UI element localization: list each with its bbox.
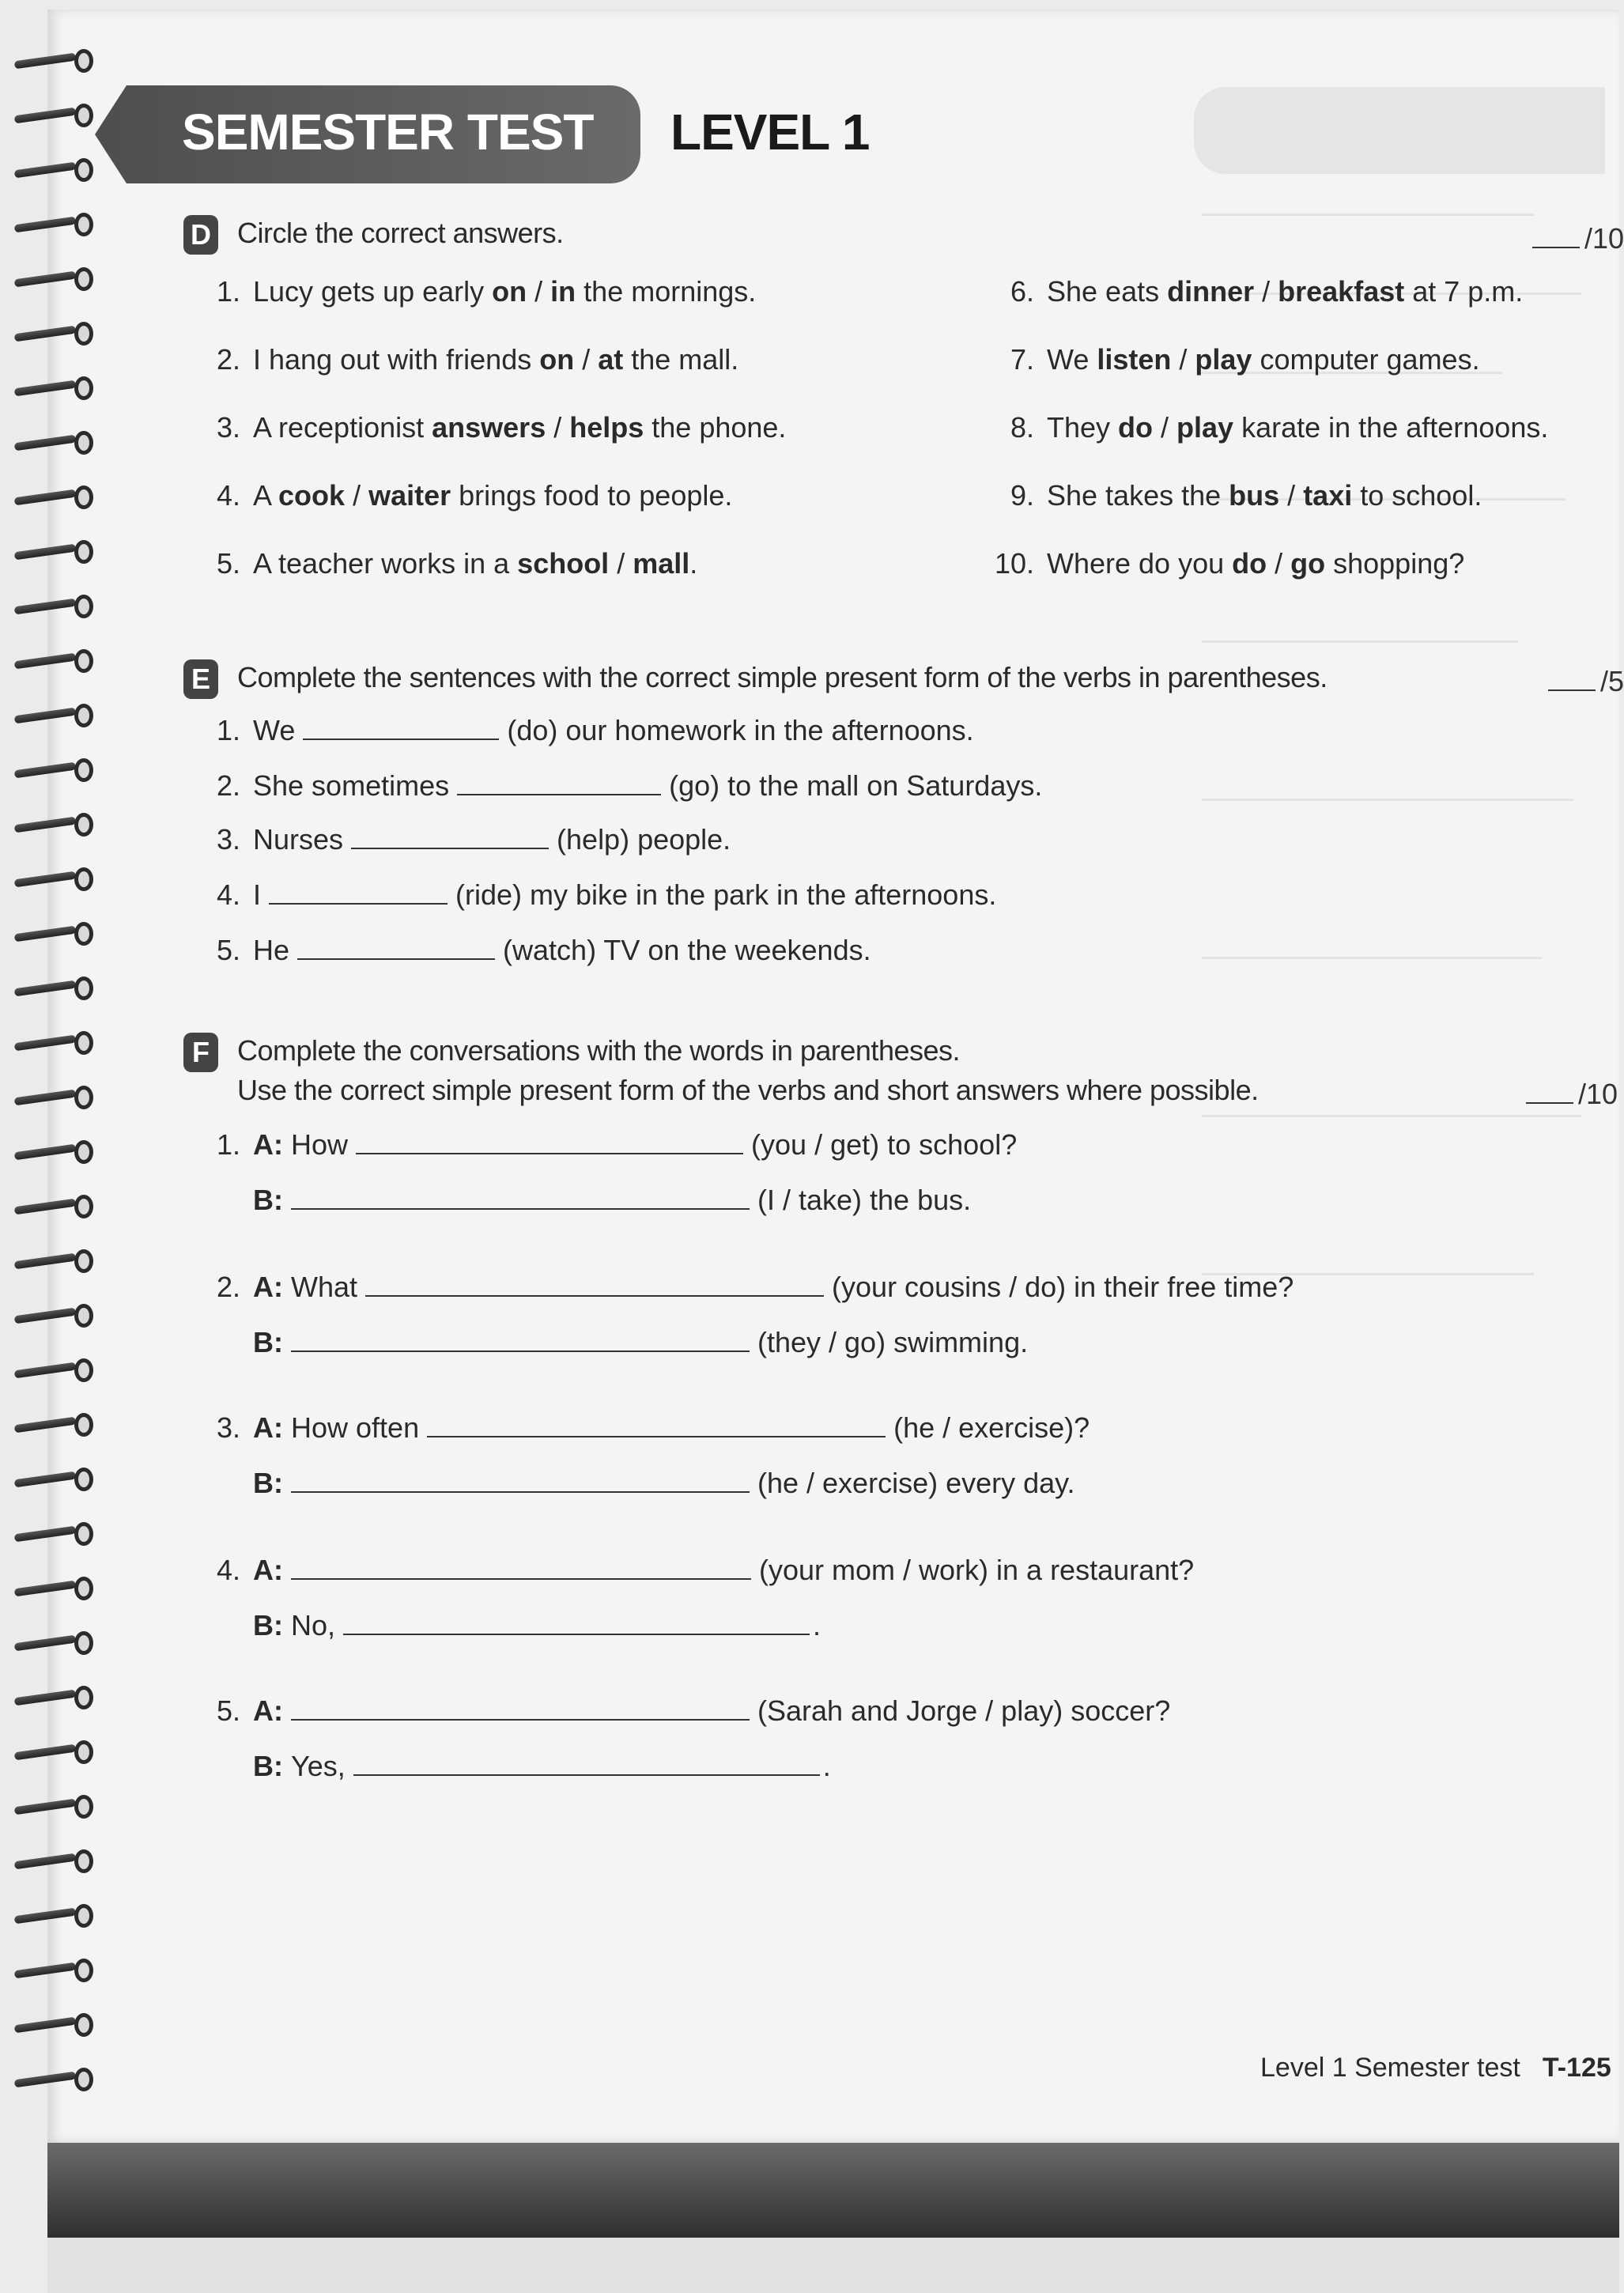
- conversation-line-a: [198, 1409, 1090, 1445]
- circle-answer-item: [991, 479, 1482, 512]
- item-number: 3.: [216, 1411, 240, 1444]
- option-a[interactable]: cook: [278, 479, 346, 512]
- item-text: to school.: [1352, 479, 1482, 512]
- conversation-line-a: [198, 1551, 1194, 1587]
- conversation-line-b: [253, 1464, 1074, 1500]
- option-b[interactable]: helps: [569, 411, 644, 444]
- spiral-ring: [14, 702, 93, 731]
- spiral-ring: [14, 1248, 93, 1276]
- answer-blank[interactable]: [353, 1747, 820, 1776]
- header-level: LEVEL 1: [670, 104, 870, 161]
- option-b[interactable]: play: [1176, 411, 1234, 444]
- speaker-a-label: A:: [253, 1128, 283, 1161]
- item-number: 4.: [216, 479, 240, 512]
- fill-in-item: [198, 712, 974, 747]
- item-number: 5.: [216, 1694, 240, 1727]
- section-e-instruction: Complete the sentences with the correct simple present form of the verbs in parentheses.: [237, 661, 1328, 693]
- conversation-line-b: [253, 1747, 831, 1783]
- item-text: How often: [291, 1411, 420, 1444]
- item-text: What: [291, 1271, 358, 1303]
- answer-blank[interactable]: [427, 1409, 886, 1437]
- speaker-b-label: B:: [253, 1184, 283, 1216]
- spiral-ring: [14, 1520, 93, 1549]
- speaker-a-label: A:: [253, 1411, 283, 1444]
- item-number: 3.: [216, 823, 240, 856]
- option-a[interactable]: on: [539, 343, 575, 376]
- item-text: Nurses: [253, 823, 344, 856]
- circle-answer-item: [198, 411, 786, 444]
- item-number: 8.: [1010, 411, 1034, 444]
- item-text: I hang out with friends: [253, 343, 540, 376]
- item-number: 4.: [216, 1554, 240, 1586]
- page-footer: [1260, 2053, 1611, 2083]
- fill-in-item: [198, 876, 996, 912]
- option-b[interactable]: play: [1195, 343, 1252, 376]
- answer-blank[interactable]: [291, 1464, 750, 1493]
- item-text: Where do you: [1047, 547, 1233, 580]
- item-number: 6.: [1010, 275, 1034, 308]
- spiral-ring: [14, 429, 93, 458]
- section-d-badge: D: [183, 215, 218, 255]
- item-text: .: [689, 547, 698, 580]
- spiral-ring: [14, 1193, 93, 1222]
- spiral-ring: [14, 538, 93, 567]
- section-d-score: /10: [1532, 220, 1624, 255]
- section-f-instruction-1: Complete the conversations with the words in parentheses.: [237, 1034, 961, 1067]
- circle-answer-item: [198, 275, 756, 308]
- option-a[interactable]: listen: [1097, 343, 1172, 376]
- spiral-ring: [14, 975, 93, 1003]
- spiral-ring: [14, 593, 93, 621]
- option-separator: /: [546, 411, 570, 444]
- spiral-ring: [14, 375, 93, 403]
- spiral-ring: [14, 2012, 93, 2040]
- page-number: T-125: [1542, 2053, 1611, 2083]
- spiral-ring: [14, 484, 93, 512]
- speaker-b-label: B:: [253, 1326, 283, 1358]
- spiral-ring: [14, 1411, 93, 1440]
- section-e-score: /5: [1548, 663, 1624, 698]
- item-number: 3.: [216, 411, 240, 444]
- item-text: (go) to the mall on Saturdays.: [669, 769, 1043, 802]
- item-text: (do) our homework in the afternoons.: [507, 714, 974, 746]
- speaker-b-label: B:: [253, 1609, 283, 1641]
- item-text: .: [813, 1609, 821, 1641]
- answer-blank[interactable]: [291, 1324, 750, 1352]
- option-b[interactable]: taxi: [1303, 479, 1353, 512]
- scan-background: [47, 2238, 1619, 2293]
- item-text: (they / go) swimming.: [757, 1326, 1029, 1358]
- option-separator: /: [609, 547, 633, 580]
- item-number: 7.: [1010, 343, 1034, 376]
- option-b[interactable]: in: [550, 275, 576, 308]
- section-e-badge: E: [183, 659, 218, 699]
- option-a[interactable]: do: [1232, 547, 1267, 580]
- item-text: (he / exercise)?: [893, 1411, 1090, 1444]
- answer-blank[interactable]: [291, 1181, 750, 1210]
- option-separator: /: [1279, 479, 1304, 512]
- spiral-ring: [14, 1902, 93, 1931]
- speaker-a-label: A:: [253, 1694, 283, 1727]
- spiral-ring: [14, 1630, 93, 1658]
- item-number: 1.: [216, 275, 240, 308]
- spiral-ring: [14, 102, 93, 130]
- option-b[interactable]: go: [1290, 547, 1326, 580]
- circle-answer-item: [198, 343, 738, 376]
- answer-blank[interactable]: [343, 1607, 810, 1635]
- item-number: 2.: [216, 343, 240, 376]
- spiral-ring: [14, 1084, 93, 1113]
- option-a[interactable]: answers: [432, 411, 546, 444]
- item-text: the mall.: [623, 343, 739, 376]
- verb-blank[interactable]: [269, 876, 448, 905]
- speaker-b-label: B:: [253, 1467, 283, 1499]
- verb-blank[interactable]: [457, 767, 661, 795]
- item-text: Yes,: [291, 1750, 346, 1782]
- item-text: (help) people.: [557, 823, 731, 856]
- spiral-ring: [14, 648, 93, 676]
- option-a[interactable]: on: [492, 275, 527, 308]
- item-text: Lucy gets up early: [253, 275, 493, 308]
- item-number: 2.: [216, 1271, 240, 1303]
- item-text: computer games.: [1252, 343, 1480, 376]
- item-text: I: [253, 878, 262, 911]
- circle-answer-item: [991, 343, 1480, 376]
- item-text: We: [1047, 343, 1097, 376]
- item-text: (your cousins / do) in their free time?: [832, 1271, 1294, 1303]
- item-number: 5.: [216, 547, 240, 580]
- item-text: .: [822, 1750, 831, 1782]
- spiral-ring: [14, 920, 93, 949]
- spiral-ring: [14, 1957, 93, 1985]
- item-text: (watch) TV on the weekends.: [503, 934, 871, 966]
- spiral-ring: [14, 1684, 93, 1713]
- item-number: 4.: [216, 878, 240, 911]
- speaker-a-label: A:: [253, 1554, 283, 1586]
- verb-blank[interactable]: [351, 821, 549, 849]
- spiral-ring: [14, 266, 93, 294]
- item-text: (he / exercise) every day.: [757, 1467, 1075, 1499]
- item-text: the mornings.: [576, 275, 757, 308]
- item-text: She sometimes: [253, 769, 450, 802]
- item-text: A: [253, 479, 279, 512]
- item-text: She eats: [1047, 275, 1168, 308]
- answer-blank[interactable]: [291, 1692, 750, 1721]
- fill-in-item: [198, 821, 731, 856]
- circle-answer-item: [976, 547, 1464, 580]
- item-text: They: [1047, 411, 1119, 444]
- option-separator: /: [1254, 275, 1278, 308]
- answer-blank[interactable]: [291, 1551, 751, 1580]
- spiral-ring: [14, 1575, 93, 1604]
- item-text: (Sarah and Jorge / play) soccer?: [757, 1694, 1171, 1727]
- spiral-ring: [14, 211, 93, 240]
- spiral-ring: [14, 1739, 93, 1767]
- spiral-ring: [14, 1466, 93, 1494]
- item-text: He: [253, 934, 290, 966]
- conversation-line-b: [253, 1607, 821, 1642]
- fill-in-item: [198, 767, 1042, 803]
- verb-blank[interactable]: [297, 931, 495, 960]
- option-separator: /: [1267, 547, 1291, 580]
- item-number: 2.: [216, 769, 240, 802]
- item-text: (ride) my bike in the park in the afternoons.: [455, 878, 997, 911]
- spiral-ring: [14, 1848, 93, 1876]
- item-text: No,: [291, 1609, 336, 1641]
- option-b[interactable]: at: [598, 343, 624, 376]
- spiral-ring: [14, 1302, 93, 1331]
- answer-blank[interactable]: [365, 1268, 824, 1297]
- item-text: karate in the afternoons.: [1233, 411, 1549, 444]
- item-text: shopping?: [1325, 547, 1465, 580]
- item-text: She takes the: [1047, 479, 1229, 512]
- circle-answer-item: [991, 275, 1523, 308]
- item-text: the phone.: [644, 411, 787, 444]
- spiral-ring: [14, 1357, 93, 1385]
- item-text: (you / get) to school?: [751, 1128, 1018, 1161]
- spiral-ring: [14, 47, 93, 76]
- option-separator: /: [527, 275, 551, 308]
- page-edge-shadow: [47, 2143, 1619, 2238]
- section-d-instruction: Circle the correct answers.: [237, 217, 564, 249]
- item-text: at 7 p.m.: [1404, 275, 1524, 308]
- option-b[interactable]: waiter: [368, 479, 451, 512]
- spiral-ring: [14, 1793, 93, 1822]
- spiral-ring: [14, 320, 93, 349]
- answer-blank[interactable]: [356, 1126, 743, 1154]
- section-f-score: /10: [1526, 1075, 1618, 1111]
- option-b[interactable]: mall: [633, 547, 690, 580]
- spiral-ring: [14, 811, 93, 840]
- conversation-line-a: [198, 1268, 1294, 1304]
- spiral-ring: [14, 1139, 93, 1167]
- item-text: (I / take) the bus.: [757, 1184, 972, 1216]
- conversation-line-b: [253, 1181, 971, 1217]
- header-title: SEMESTER TEST: [182, 104, 594, 161]
- spiral-ring: [14, 157, 93, 185]
- item-text: How: [291, 1128, 349, 1161]
- conversation-line-a: [198, 1126, 1017, 1162]
- item-text: A teacher works in a: [253, 547, 518, 580]
- item-text: brings food to people.: [451, 479, 733, 512]
- circle-answer-item: [198, 547, 697, 580]
- item-text: (your mom / work) in a restaurant?: [759, 1554, 1195, 1586]
- conversation-line-a: [198, 1692, 1170, 1728]
- footer-label: Level 1 Semester test: [1260, 2053, 1520, 2083]
- item-number: 9.: [1010, 479, 1034, 512]
- option-a[interactable]: dinner: [1167, 275, 1255, 308]
- conversation-line-b: [253, 1324, 1028, 1359]
- item-text: A receptionist: [253, 411, 432, 444]
- section-f-instruction-2: Use the correct simple present form of the verbs and short answers where possible.: [237, 1074, 1259, 1106]
- item-number: 5.: [216, 934, 240, 966]
- item-text: We: [253, 714, 296, 746]
- speaker-a-label: A:: [253, 1271, 283, 1303]
- option-a[interactable]: do: [1118, 411, 1154, 444]
- option-a[interactable]: bus: [1229, 479, 1280, 512]
- option-a[interactable]: school: [517, 547, 610, 580]
- circle-answer-item: [198, 479, 732, 512]
- spiral-ring: [14, 866, 93, 894]
- option-b[interactable]: breakfast: [1278, 275, 1405, 308]
- option-separator: /: [1153, 411, 1177, 444]
- spiral-binding: [0, 47, 95, 2135]
- section-f-badge: F: [183, 1033, 218, 1072]
- item-number: 1.: [216, 1128, 240, 1161]
- option-separator: /: [1171, 343, 1195, 376]
- circle-answer-item: [991, 411, 1548, 444]
- verb-blank[interactable]: [303, 712, 499, 740]
- option-separator: /: [345, 479, 369, 512]
- spiral-ring: [14, 1029, 93, 1058]
- item-number: 10.: [994, 547, 1034, 580]
- spiral-ring: [14, 2066, 93, 2095]
- speaker-b-label: B:: [253, 1750, 283, 1782]
- option-separator: /: [574, 343, 599, 376]
- fill-in-item: [198, 931, 871, 967]
- item-number: 1.: [216, 714, 240, 746]
- spiral-ring: [14, 757, 93, 785]
